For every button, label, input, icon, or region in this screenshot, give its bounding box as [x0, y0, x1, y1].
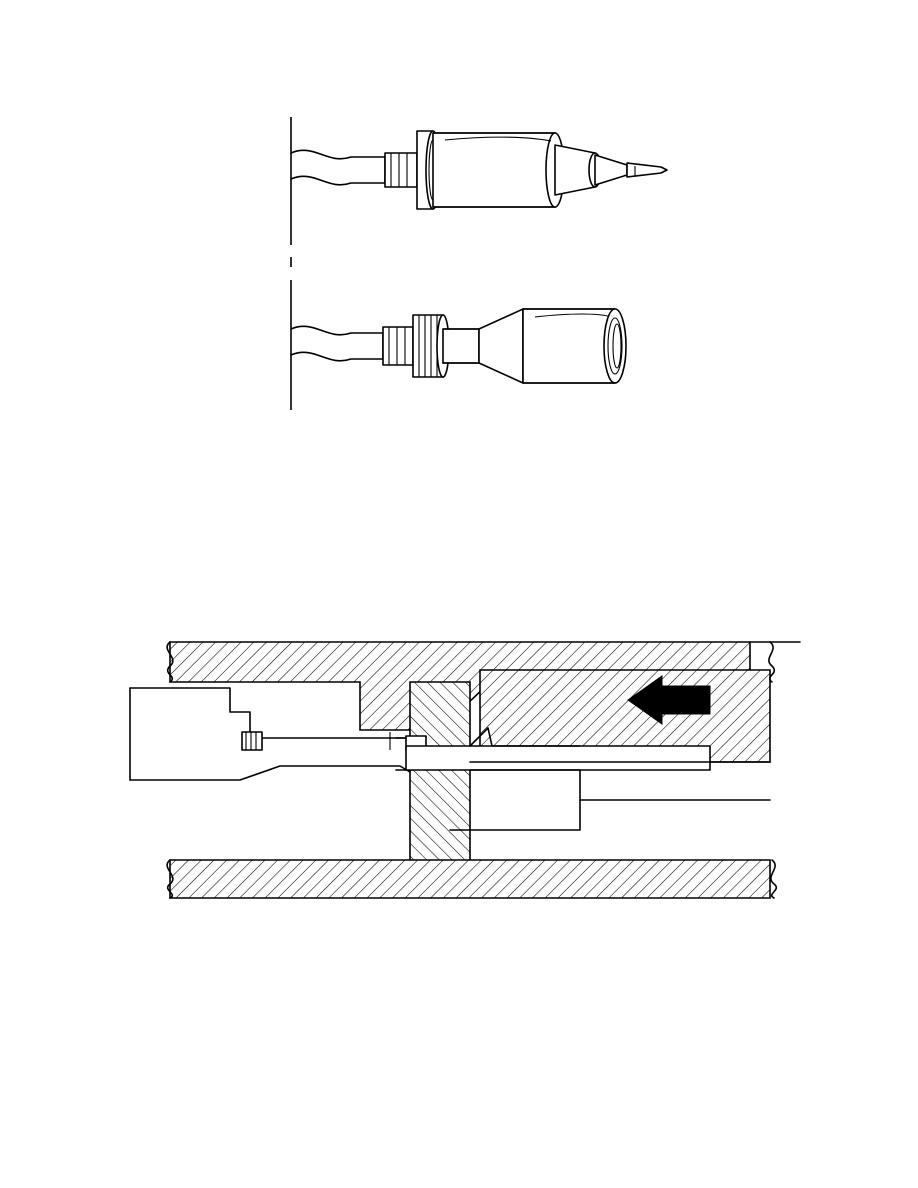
- connector-cross-section-illustration: [110, 620, 810, 940]
- housing-lower-hatched: [167, 860, 776, 898]
- male-connector: [291, 131, 667, 209]
- connector-pair-illustration: [255, 95, 695, 445]
- housing-center-post: [410, 682, 470, 882]
- female-connector: [291, 309, 626, 383]
- wire-lead-upper: [291, 150, 385, 184]
- wire-lead-lower: [291, 326, 383, 360]
